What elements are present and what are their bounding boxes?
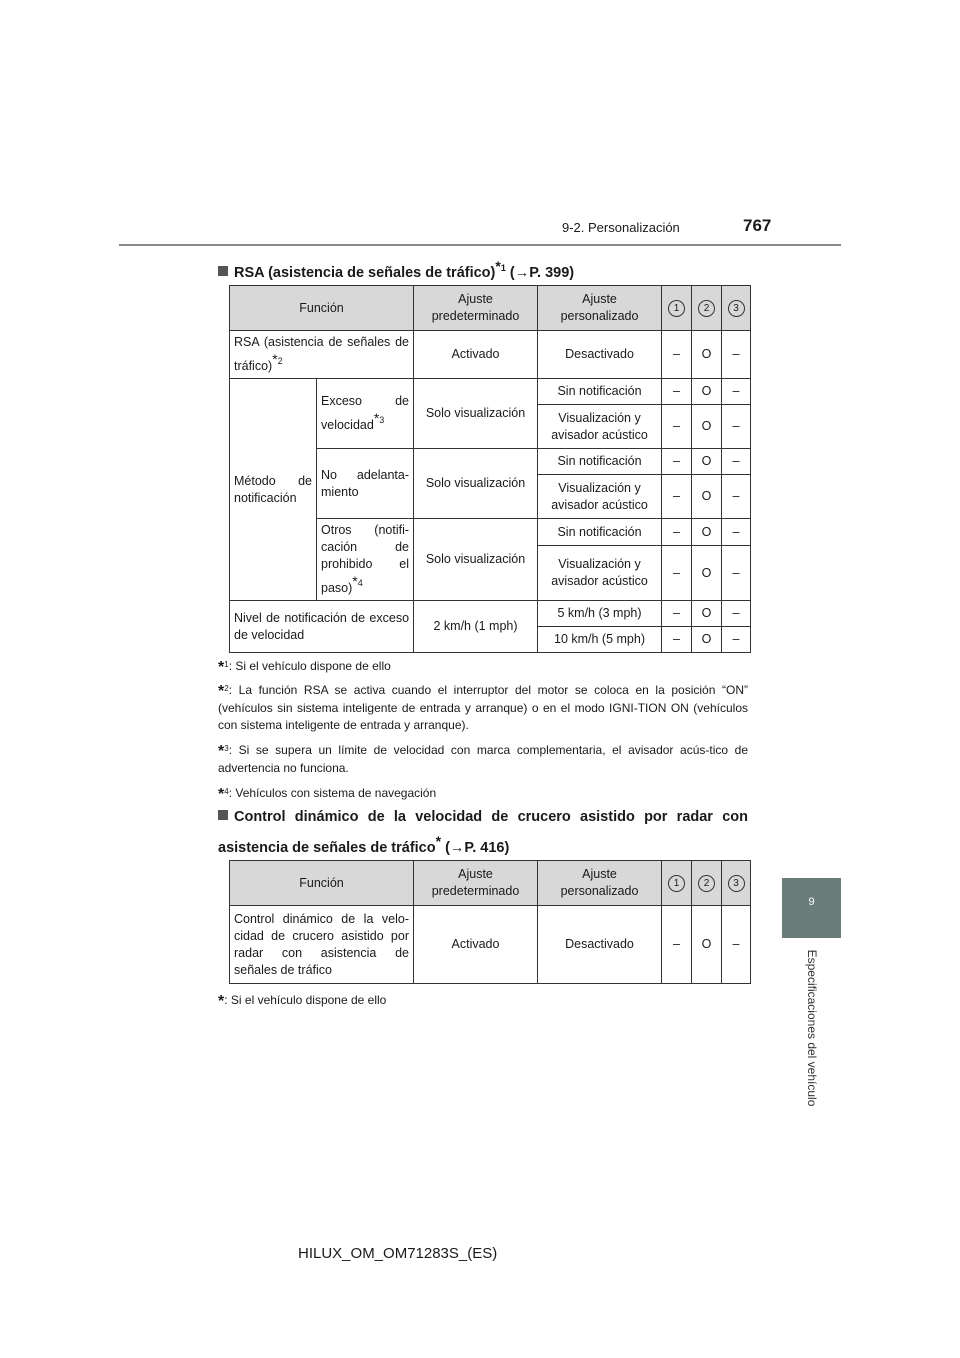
cell-mark: O [692, 405, 722, 449]
cell-mark: – [722, 546, 751, 601]
chapter-tab-label: Especificaciones del vehículo [805, 949, 819, 1107]
option-value: Sin notificación [538, 449, 662, 475]
exceso-label: Exceso de velocidad$^{*3}$ [317, 379, 414, 449]
metodo-label: Método de notificación [230, 379, 317, 601]
section-title-rsa: RSA (asistencia de señales de tráfico)$^{*1}$ (→P. 399) [218, 254, 574, 285]
cell-mark: – [662, 906, 692, 984]
cell-mark: O [692, 519, 722, 546]
cell-mark: O [692, 546, 722, 601]
adelantamiento-label: No adelanta-miento [317, 449, 414, 519]
otros-label: Otros (notifi-cación de prohibido el paso)$^{*4}$ [317, 519, 414, 601]
header-funcion: Función [230, 286, 414, 331]
option-value: 5 km/h (3 mph) [538, 601, 662, 627]
header-predeterminado: Ajuste predeterminado [414, 861, 538, 906]
table-row [230, 331, 751, 379]
cell-mark: – [662, 627, 692, 653]
nivel-label: Nivel de notificación de exceso de velocidad [230, 601, 414, 653]
option-value: Sin notificación [538, 519, 662, 546]
square-bullet-icon [218, 810, 228, 820]
header-personalizado: Ajuste personalizado [538, 861, 662, 906]
header-funcion: Función [230, 861, 414, 906]
default-value: Activado [414, 906, 538, 984]
cell-mark: – [662, 379, 692, 405]
option-value: Visualización y avisador acústico [538, 475, 662, 519]
header-rule [119, 244, 841, 246]
cell-mark: O [692, 331, 722, 379]
default-value: 2 km/h (1 mph) [414, 601, 538, 653]
default-value: Activado [414, 331, 538, 379]
cell-mark: – [662, 405, 692, 449]
default-value: Solo visualización [414, 449, 538, 519]
cell-mark: – [722, 627, 751, 653]
cell-mark: – [662, 601, 692, 627]
chapter-tab[interactable]: 9 [782, 878, 841, 938]
cell-mark: O [692, 601, 722, 627]
section-header: 9-2. Personalización [562, 220, 680, 235]
custom-value: Desactivado [538, 331, 662, 379]
option-value: Visualización y avisador acústico [538, 546, 662, 601]
square-bullet-icon [218, 266, 228, 276]
cell-mark: – [662, 519, 692, 546]
cell-mark: – [722, 449, 751, 475]
footnote-star: *: Si el vehículo dispone de ello [218, 993, 387, 1010]
page-reference[interactable]: (→P. 399) [509, 265, 575, 281]
circled-2-icon: 2 [698, 300, 715, 317]
option-value: Visualización y avisador acústico [538, 405, 662, 449]
cell-mark: – [722, 601, 751, 627]
cell-mark: O [692, 906, 722, 984]
footnote-4: *$^4$: Vehículos con sistema de navegación [218, 786, 437, 803]
cell-mark: – [722, 519, 751, 546]
header-personalizado: Ajuste personalizado [538, 286, 662, 331]
circled-2-icon: 2 [698, 875, 715, 892]
header-predeterminado: Ajuste predeterminado [414, 286, 538, 331]
custom-value: Desactivado [538, 906, 662, 984]
cell-mark: – [722, 475, 751, 519]
cell-mark: O [692, 627, 722, 653]
circled-3-icon: 3 [728, 300, 745, 317]
default-value: Solo visualización [414, 519, 538, 601]
page-number: 767 [743, 216, 772, 235]
cell-mark: – [722, 331, 751, 379]
cell-mark: – [662, 546, 692, 601]
cell-mark: – [662, 449, 692, 475]
row-funcion: Control dinámico de la velo-cidad de crucero asistido por radar con asistencia de señales de tráfico [230, 906, 414, 984]
circled-3-icon: 3 [728, 875, 745, 892]
table-row [230, 906, 751, 984]
page-reference[interactable]: (→P. 416) [445, 840, 510, 856]
cell-mark: O [692, 449, 722, 475]
row-funcion: RSA (asistencia de señales de tráfico)$^{*2}$ [230, 331, 414, 379]
cell-mark: – [722, 906, 751, 984]
settings-table-rsa [229, 285, 751, 653]
cell-mark: O [692, 379, 722, 405]
option-value: 10 km/h (5 mph) [538, 627, 662, 653]
default-value: Solo visualización [414, 379, 538, 449]
footnote-1: *$^1$: Si el vehículo dispone de ello [218, 659, 391, 676]
document-code: HILUX_OM_OM71283S_(ES) [298, 1245, 498, 1262]
circled-1-icon: 1 [668, 875, 685, 892]
cell-mark: – [662, 331, 692, 379]
settings-table-acc [229, 860, 751, 984]
option-value: Sin notificación [538, 379, 662, 405]
cell-mark: – [722, 405, 751, 449]
cell-mark: O [692, 475, 722, 519]
section-title-acc: Control dinámico de la velocidad de crucero asistido por radar con asistencia de señales de tráfico* (→P. 416) [218, 809, 748, 856]
cell-mark: – [662, 475, 692, 519]
cell-mark: – [722, 379, 751, 405]
circled-1-icon: 1 [668, 300, 685, 317]
footnote-2: *$^2$: La función RSA se activa cuando el interruptor del motor se coloca en la posición “ON” (vehículos sin sistema inteligente de entrada y arranque) o en el modo IGNI-TION ON (vehículos con sistema inteligente de entrada y arranque). [218, 683, 748, 732]
footnote-3: *$^3$: Si se supera un límite de velocidad con marca complementaria, el avisador acús-tico de advertencia no funciona. [218, 743, 748, 775]
